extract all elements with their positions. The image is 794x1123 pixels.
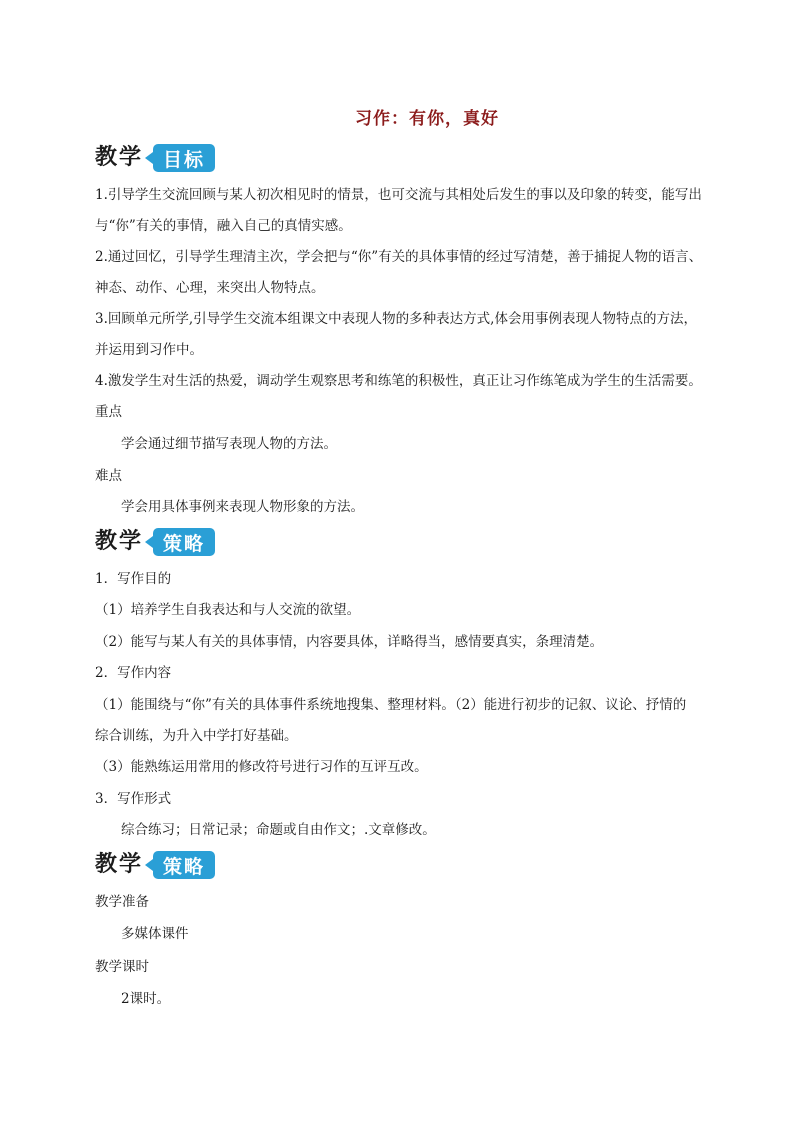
strategy-3-text: 综合练习；日常记录；命题或自由作文；.文章修改。 xyxy=(121,822,436,838)
goal-2-line-2: 神态、动作、心理，来突出人物特点。 xyxy=(95,280,325,296)
strategy-1-item-b: （2）能写与某人有关的具体事情，内容要具体，详略得当，感情要真实，条理清楚。 xyxy=(95,634,604,650)
strategy-2-item-a-line-1: （1）能围绕与“你”有关的具体事件系统地搜集、整理材料。（2）能进行初步的记叙、议论、抒情的 xyxy=(95,697,687,713)
section-header-tag: 目标 xyxy=(153,144,215,172)
goal-2-line-1: 2.通过回忆，引导学生理清主次，学会把与“你”有关的具体事情的经过写清楚，善于捕捉人物的语言、 xyxy=(95,249,703,265)
strategy-2-item-b: （3）能熟练运用常用的修改符号进行习作的互评互改。 xyxy=(95,759,428,775)
difficulty-label: 难点 xyxy=(95,468,122,484)
strategy-1-item-a: （1）培养学生自我表达和与人交流的欲望。 xyxy=(95,602,361,618)
goal-4-line-1: 4.激发学生对生活的热爱，调动学生观察思考和练笔的积极性，真正让习作练笔成为学生的生活需要。 xyxy=(95,373,702,389)
hours-label: 教学课时 xyxy=(95,959,149,975)
strategy-1-heading: 1．写作目的 xyxy=(95,571,172,587)
goal-3-line-2: 并运用到习作中。 xyxy=(95,342,203,358)
goal-3-line-1: 3.回顾单元所学,引导学生交流本组课文中表现人物的多种表达方式,体会用事例表现人物特点的方法， xyxy=(95,311,697,327)
strategy-2-heading: 2．写作内容 xyxy=(95,665,172,681)
strategy-3-heading: 3．写作形式 xyxy=(95,791,172,807)
prep-text: 多媒体课件 xyxy=(121,926,189,942)
section-header-goals xyxy=(95,141,215,175)
goal-1-line-2: 与“你”有关的事情，融入自己的真情实感。 xyxy=(95,218,352,234)
section-header-tag: 策略 xyxy=(153,851,215,879)
page-title: 习作：有你，真好 xyxy=(355,109,499,129)
section-header-strategy-2 xyxy=(95,848,215,882)
goal-1-line-1: 1.引导学生交流回顾与某人初次相见时的情景，也可交流与其相处后发生的事以及印象的转变，能写出 xyxy=(95,187,702,203)
prep-label: 教学准备 xyxy=(95,894,149,910)
strategy-2-item-a-line-2: 综合训练，为升入中学打好基础。 xyxy=(95,728,298,744)
section-header-lead: 教学 xyxy=(95,145,144,170)
key-point-label: 重点 xyxy=(95,404,122,420)
section-header-tag: 策略 xyxy=(153,528,215,556)
section-header-lead: 教学 xyxy=(95,529,144,554)
key-point-text: 学会通过细节描写表现人物的方法。 xyxy=(121,436,337,452)
difficulty-text: 学会用具体事例来表现人物形象的方法。 xyxy=(121,499,364,515)
hours-text: 2课时。 xyxy=(121,991,171,1007)
section-header-strategy xyxy=(95,525,215,559)
section-header-lead: 教学 xyxy=(95,852,144,877)
